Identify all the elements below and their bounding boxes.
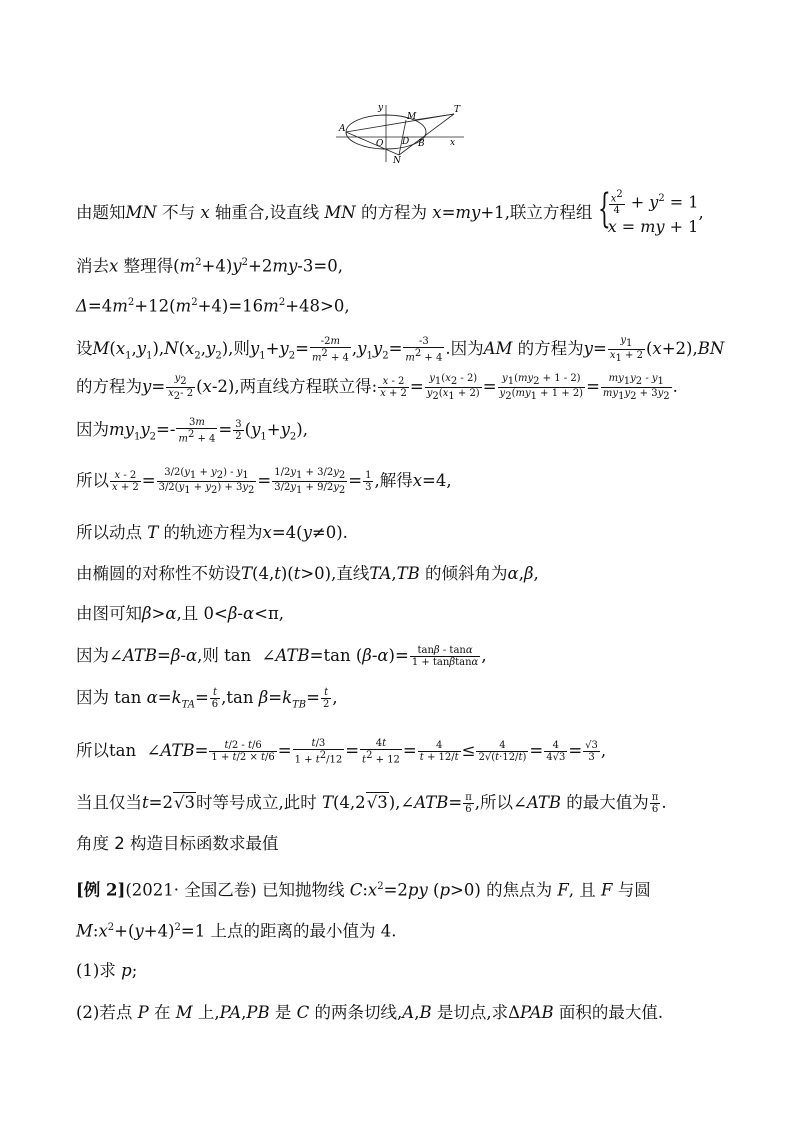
- solution-line-3: $\Delta=4m^2+12(m^2+4)=16m^2+48>0$,: [76, 296, 350, 316]
- label-D: D: [402, 137, 410, 147]
- label-y: y: [378, 103, 384, 113]
- solution-line-10: 由图可知β>α,且 0<β-α<π,: [76, 604, 285, 623]
- solution-line-5: 的方程为y= $\frac{y_2}{x_2- 2}$ (x-2),两直线方程联立得: $\frac{x - 2}{x + 2}$ = $\frac{y_1(x_2 - 2)}{y_2(x_1 + 2)}$ = $\frac{y_1(my_2 + 1 - 2)}{y_2(my_1 + 1 + 2)}$ = $\frac{my_1y_2 - y_1}{my_1y_2 + 3y_2}$ .: [76, 373, 678, 402]
- solution-line-9: 由椭圆的对称性不妨设T(4,t)(t>0),直线TA,TB 的倾斜角为α,β,: [76, 564, 539, 583]
- label-A: A: [339, 124, 346, 134]
- solution-line-12: 因为 $\tan \alpha=k_{TA}=$ $\frac{t}{6}$ ,tan $\beta=k_{TB}=$ $\frac{t}{2}$ ,: [76, 687, 338, 711]
- solution-line-7: 所以 $\frac{x - 2}{x + 2}$ = $\frac{3/2(y_1 + y_2) - y_1}{3/2(y_1 + y_2) + 3y_2}$ = $\frac{1/2y_1 + 3/2y_2}{3/2y_1 + 9/2y_2}$ = $\frac{1}{3}$ ,解得x=4,: [76, 467, 452, 496]
- solution-line-11: 因为∠ATB=β-α,则 tan ∠ATB=tan (β-α)= $\frac{\tan\beta - \tan\alpha}{1 + \tan\beta\tan\alpha}$ ,: [76, 645, 487, 668]
- solution-line-4: 设$M(x_1,y_1),N(x_2,y_2)$,则$y_1+y_2=$ $\frac{-2m}{m^2 + 4}$ $,y_1y_2=$ $\frac{-3}{m^2 + 4}$ .因为AM 的方程为y= $\frac{y_1}{x_1 + 2}$ (x+2),BN: [76, 335, 725, 364]
- label-B: B: [418, 139, 425, 149]
- example-line-2: $M:x^2+(y+4)^2=1$ 上点的距离的最小值为 4.: [76, 921, 397, 941]
- section-heading: 角度 2 构造目标函数求最值: [76, 834, 279, 853]
- solution-line-6: 因为$my_1y_2=-$ $\frac{3m}{m^2 + 4}$ = $\frac{3}{2}$ $(y_1+y_2)$,: [76, 417, 308, 445]
- label-x: x: [450, 138, 456, 148]
- label-N: N: [393, 156, 401, 165]
- question-1: (1)求 p;: [76, 961, 138, 980]
- solution-line-13: 所以tan ∠ATB= $\frac{t/2 - t/6}{1 + t/2 \times t/6}$ = $\frac{t/3}{1 + t^2/12}$ = $\frac{4t}{t^2 + 12}$ = $\frac{4}{t + 12/t}$ ≤ $\frac{4}{2√(t\cdot 12/t)}$ = $\frac{4}{4√3}$ = $\frac{√3}{3}$ ,: [76, 738, 607, 766]
- label-T: T: [454, 105, 461, 115]
- ellipse-figure: [336, 100, 466, 165]
- solution-line-8: 所以动点 T 的轨迹方程为x=4(y≠0).: [76, 523, 348, 542]
- question-2: (2)若点 P 在 M 上,PA,PB 是 C 的两条切线,A,B 是切点,求ΔPAB 面积的最大值.: [76, 1003, 664, 1022]
- equation-system: { $\frac{x^2}{4}$ + $y^2 = 1$ x = my + 1: [597, 186, 699, 237]
- example-line-1: [例 2](2021· 全国乙卷) 已知抛物线 $C:x^2=2py$ (p>0) 的焦点为 F, 且 F 与圆: [76, 880, 651, 900]
- solution-line-2: 消去x 整理得$(m^2+4)y^2+2my-3=0$,: [76, 256, 343, 276]
- solution-line-1: 由题知MN 不与 x 轴重合,设直线 MN 的方程为 x=my+1,联立方程组 { $\frac{x^2}{4}$ + $y^2 = 1$ x = my + 1 ,: [76, 186, 704, 237]
- label-O: O: [376, 139, 384, 149]
- solution-line-14: 当且仅当t=2√3时等号成立,此时 T(4,2√3),∠ATB= $\frac{\pi}{6}$ ,所以∠ATB 的最大值为 $\frac{\pi}{6}$ .: [76, 792, 667, 815]
- label-M: M: [407, 112, 417, 122]
